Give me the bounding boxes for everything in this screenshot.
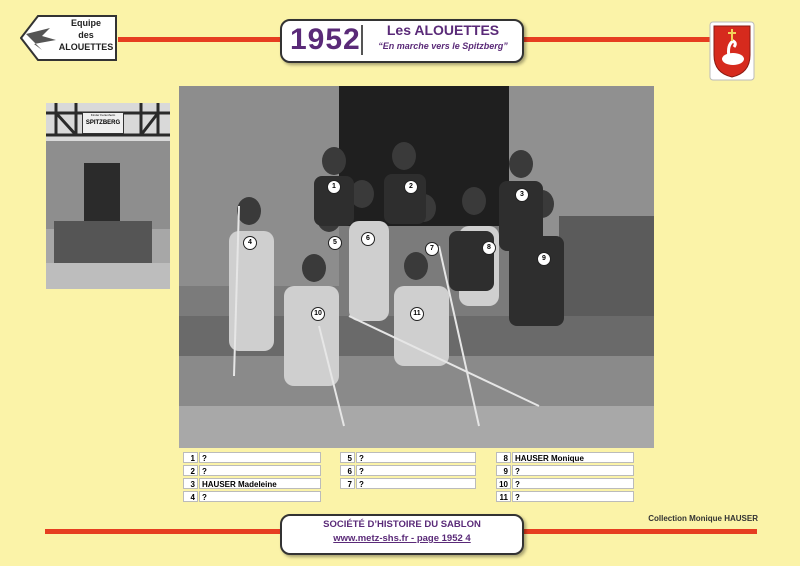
legend-row: 9 ? <box>496 465 636 477</box>
person-marker: 9 <box>537 252 551 266</box>
legend-row: 3 HAUSER Madeleine <box>183 478 323 490</box>
legend-row: 11 ? <box>496 491 636 503</box>
legend-row: 2 ? <box>183 465 323 477</box>
person-marker: 11 <box>410 307 424 321</box>
building-sign: Kinder Ferienheim SPITZBERG <box>82 112 124 134</box>
page-title: Les ALOUETTES <box>386 22 500 38</box>
header-red-line-right <box>522 37 710 42</box>
person-marker: 1 <box>327 180 341 194</box>
legend-row: 1 ? <box>183 452 323 464</box>
person-marker: 8 <box>482 241 496 255</box>
person-marker: 5 <box>328 236 342 250</box>
legend-row: 10 ? <box>496 478 636 490</box>
legend-row: 8 HAUSER Monique <box>496 452 636 464</box>
person-marker: 3 <box>515 188 529 202</box>
legend-row: 7 ? <box>340 478 478 490</box>
team-logo <box>20 14 118 62</box>
site-link[interactable]: www.metz-shs.fr - page 1952 4 <box>333 533 471 544</box>
group-photo <box>179 86 654 448</box>
footer-red-line-left <box>45 529 280 534</box>
person-marker: 7 <box>425 242 439 256</box>
collection-credit: Collection Monique HAUSER <box>648 514 758 523</box>
coat-of-arms-icon <box>709 21 755 81</box>
page-subtitle: “En marche vers le Spitzberg” <box>378 41 508 51</box>
legend-row: 4 ? <box>183 491 323 503</box>
logo-label: Equipe des ALOUETTES <box>58 18 114 52</box>
footer-red-line-right <box>522 529 757 534</box>
legend-row: 5 ? <box>340 452 478 464</box>
person-marker: 6 <box>361 232 375 246</box>
legend-row: 6 ? <box>340 465 478 477</box>
year-label: 1952 <box>290 23 361 56</box>
header-red-line-left <box>118 37 280 42</box>
person-marker: 4 <box>243 236 257 250</box>
society-name: SOCIÉTÉ D’HISTOIRE DU SABLON <box>323 519 481 530</box>
person-marker: 10 <box>311 307 325 321</box>
title-divider <box>361 25 363 55</box>
person-marker: 2 <box>404 180 418 194</box>
building-photo <box>46 103 170 289</box>
